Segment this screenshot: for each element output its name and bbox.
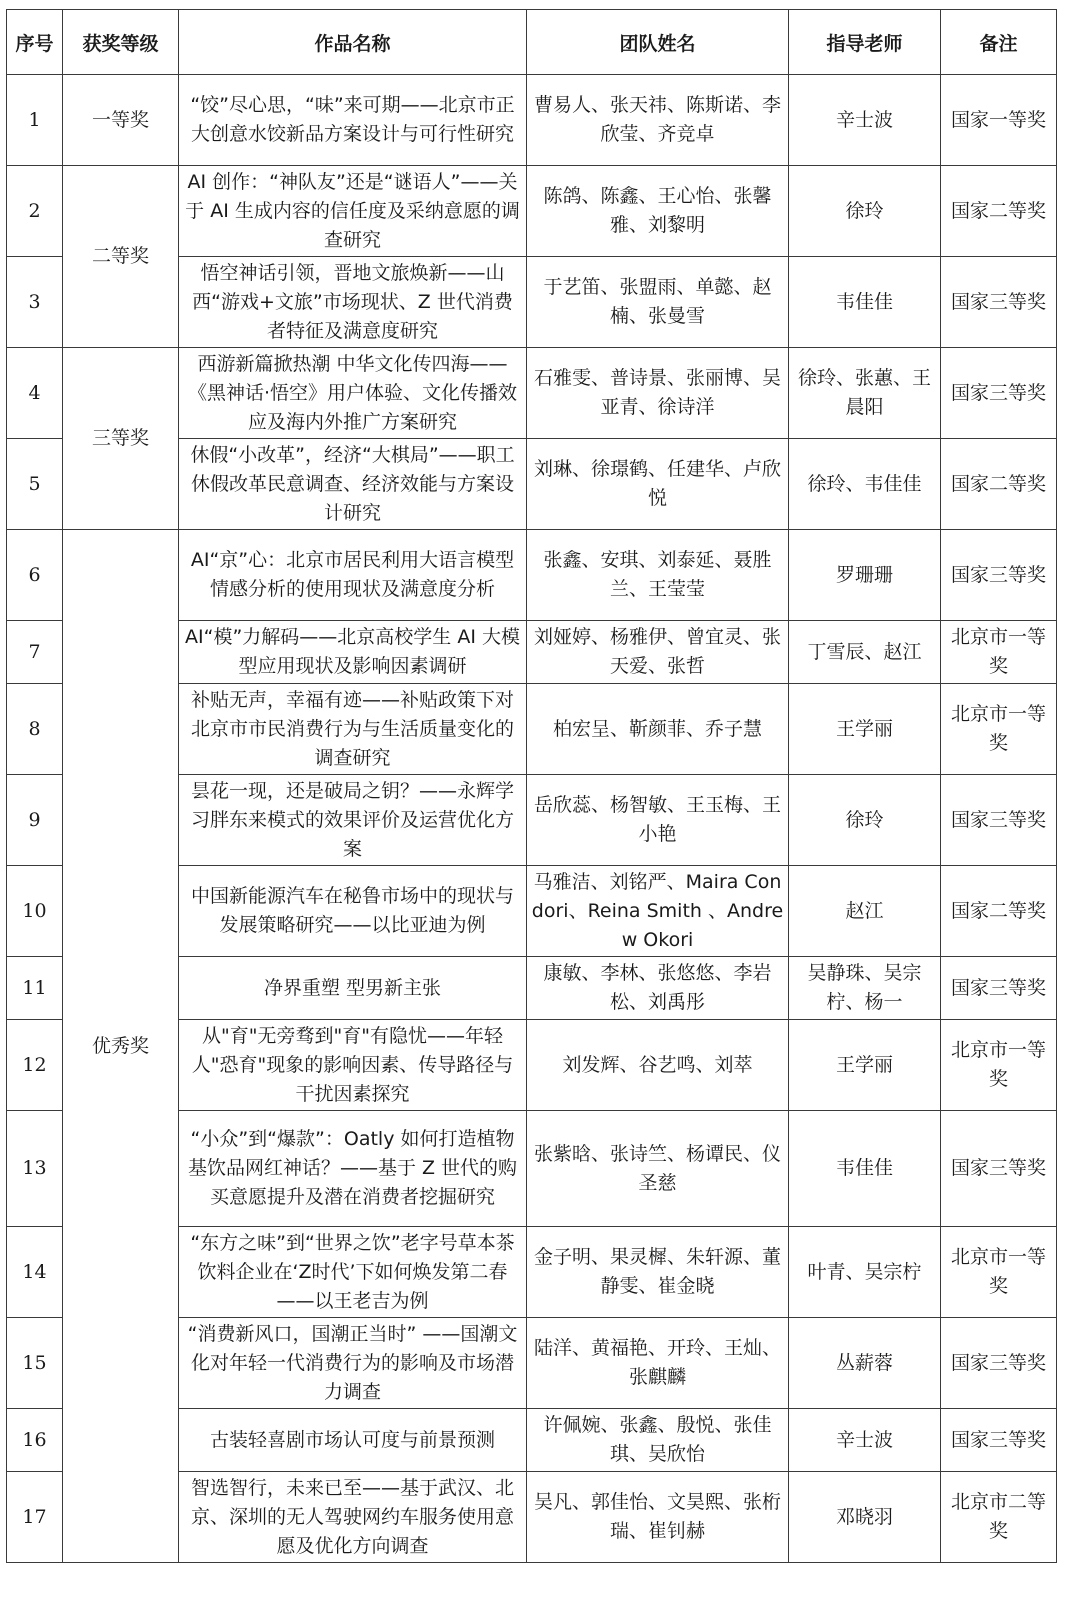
title-cell: 古装轻喜剧市场认可度与前景预测 — [179, 1409, 527, 1472]
team-cell: 康敏、李林、张悠悠、李岩松、刘禹彤 — [527, 957, 789, 1020]
team-cell: 马雅洁、刘铭严、Maira Condori、Reina Smith 、Andrew Okori — [527, 866, 789, 957]
row-no: 1 — [7, 75, 63, 166]
remark-cell: 国家三等奖 — [941, 1318, 1057, 1409]
title-cell: “饺”尽心思，“味”来可期——北京市正大创意水饺新品方案设计与可行性研究 — [179, 75, 527, 166]
header-team: 团队姓名 — [527, 10, 789, 75]
remark-cell: 北京市一等奖 — [941, 684, 1057, 775]
title-cell: 昙花一现，还是破局之钥？——永辉学习胖东来模式的效果评价及运营优化方案 — [179, 775, 527, 866]
remark-cell: 国家二等奖 — [941, 866, 1057, 957]
remark-cell: 北京市一等奖 — [941, 1020, 1057, 1111]
title-cell: 悟空神话引领，晋地文旅焕新——山西“游戏+文旅”市场现状、Z 世代消费者特征及满意度研究 — [179, 257, 527, 348]
teacher-cell: 徐玲、韦佳佳 — [789, 439, 941, 530]
remark-cell: 国家三等奖 — [941, 775, 1057, 866]
row-no: 12 — [7, 1020, 63, 1111]
row-no: 15 — [7, 1318, 63, 1409]
remark-cell: 北京市一等奖 — [941, 1227, 1057, 1318]
title-cell: 智选智行，未来已至——基于武汉、北京、深圳的无人驾驶网约车服务使用意愿及优化方向调查 — [179, 1472, 527, 1563]
remark-cell: 国家三等奖 — [941, 1111, 1057, 1227]
row-no: 9 — [7, 775, 63, 866]
table-row — [7, 75, 1057, 166]
row-no: 7 — [7, 621, 63, 684]
team-cell: 吴凡、郭佳怡、文昊熙、张桁瑞、崔钊赫 — [527, 1472, 789, 1563]
team-cell: 岳欣蕊、杨智敏、王玉梅、王小艳 — [527, 775, 789, 866]
level-cell: 优秀奖 — [63, 530, 179, 1563]
remark-cell: 国家二等奖 — [941, 439, 1057, 530]
team-cell: 刘娅婷、杨雅伊、曾宜灵、张天爱、张哲 — [527, 621, 789, 684]
row-no: 5 — [7, 439, 63, 530]
teacher-cell: 徐玲 — [789, 166, 941, 257]
table-row — [7, 530, 1057, 621]
team-cell: 曹易人、张天祎、陈斯诺、李欣莹、齐竞卓 — [527, 75, 789, 166]
team-cell: 陈鸽、陈鑫、王心怡、张馨雅、刘黎明 — [527, 166, 789, 257]
row-no: 4 — [7, 348, 63, 439]
table-row — [7, 166, 1057, 257]
row-no: 13 — [7, 1111, 63, 1227]
title-cell: 西游新篇掀热潮 中华文化传四海——《黑神话·悟空》用户体验、文化传播效应及海内外推广方案研究 — [179, 348, 527, 439]
remark-cell: 国家二等奖 — [941, 166, 1057, 257]
row-no: 11 — [7, 957, 63, 1020]
teacher-cell: 韦佳佳 — [789, 1111, 941, 1227]
row-no: 3 — [7, 257, 63, 348]
remark-cell: 国家三等奖 — [941, 348, 1057, 439]
row-no: 16 — [7, 1409, 63, 1472]
title-cell: AI“京”心：北京市居民利用大语言模型情感分析的使用现状及满意度分析 — [179, 530, 527, 621]
title-cell: 净界重塑 型男新主张 — [179, 957, 527, 1020]
table-row — [7, 348, 1057, 439]
teacher-cell: 邓晓羽 — [789, 1472, 941, 1563]
teacher-cell: 吴静珠、吴宗柠、杨一 — [789, 957, 941, 1020]
title-cell: 中国新能源汽车在秘鲁市场中的现状与发展策略研究——以比亚迪为例 — [179, 866, 527, 957]
title-cell: 从"育"无旁骛到"育"有隐忧——年轻人"恐育"现象的影响因素、传导路径与干扰因素探究 — [179, 1020, 527, 1111]
header-no: 序号 — [7, 10, 63, 75]
teacher-cell: 罗珊珊 — [789, 530, 941, 621]
teacher-cell: 辛士波 — [789, 75, 941, 166]
teacher-cell: 辛士波 — [789, 1409, 941, 1472]
level-cell: 三等奖 — [63, 348, 179, 530]
header-remark: 备注 — [941, 10, 1057, 75]
header-title: 作品名称 — [179, 10, 527, 75]
title-cell: 休假“小改革”，经济“大棋局”——职工休假改革民意调查、经济效能与方案设计研究 — [179, 439, 527, 530]
title-cell: “东方之味”到“世界之饮”老字号草本茶饮料企业在‘Z时代’下如何焕发第二春——以王老吉为例 — [179, 1227, 527, 1318]
row-no: 8 — [7, 684, 63, 775]
title-cell: AI 创作：“神队友”还是“谜语人”——关于 AI 生成内容的信任度及采纳意愿的调查研究 — [179, 166, 527, 257]
remark-cell: 国家一等奖 — [941, 75, 1057, 166]
row-no: 10 — [7, 866, 63, 957]
remark-cell: 国家三等奖 — [941, 1409, 1057, 1472]
header-row — [7, 10, 1057, 75]
remark-cell: 北京市二等奖 — [941, 1472, 1057, 1563]
row-no: 14 — [7, 1227, 63, 1318]
remark-cell: 国家三等奖 — [941, 957, 1057, 1020]
team-cell: 刘发辉、谷艺鸣、刘萃 — [527, 1020, 789, 1111]
teacher-cell: 赵江 — [789, 866, 941, 957]
teacher-cell: 丛薪蓉 — [789, 1318, 941, 1409]
teacher-cell: 徐玲 — [789, 775, 941, 866]
teacher-cell: 徐玲、张蕙、王晨阳 — [789, 348, 941, 439]
row-no: 17 — [7, 1472, 63, 1563]
title-cell: “小众”到“爆款”：Oatly 如何打造植物基饮品网红神话？——基于 Z 世代的购买意愿提升及潜在消费者挖掘研究 — [179, 1111, 527, 1227]
team-cell: 陆洋、黄福艳、开玲、王灿、张麒麟 — [527, 1318, 789, 1409]
team-cell: 柏宏呈、靳颜菲、乔子慧 — [527, 684, 789, 775]
team-cell: 张紫晗、张诗竺、杨谭民、仪圣慈 — [527, 1111, 789, 1227]
remark-cell: 北京市一等奖 — [941, 621, 1057, 684]
title-cell: AI“模”力解码——北京高校学生 AI 大模型应用现状及影响因素调研 — [179, 621, 527, 684]
teacher-cell: 叶青、吴宗柠 — [789, 1227, 941, 1318]
row-no: 2 — [7, 166, 63, 257]
team-cell: 于艺笛、张盟雨、单懿、赵楠、张曼雪 — [527, 257, 789, 348]
remark-cell: 国家三等奖 — [941, 257, 1057, 348]
header-level: 获奖等级 — [63, 10, 179, 75]
teacher-cell: 韦佳佳 — [789, 257, 941, 348]
team-cell: 许佩婉、张鑫、殷悦、张佳琪、吴欣怡 — [527, 1409, 789, 1472]
team-cell: 金子明、果灵樨、朱轩源、董静雯、崔金晓 — [527, 1227, 789, 1318]
teacher-cell: 丁雪辰、赵江 — [789, 621, 941, 684]
level-cell: 一等奖 — [63, 75, 179, 166]
team-cell: 张鑫、安琪、刘泰延、聂胜兰、王莹莹 — [527, 530, 789, 621]
header-teacher: 指导老师 — [789, 10, 941, 75]
teacher-cell: 王学丽 — [789, 1020, 941, 1111]
remark-cell: 国家三等奖 — [941, 530, 1057, 621]
title-cell: “消费新风口，国潮正当时” ——国潮文化对年轻一代消费行为的影响及市场潜力调查 — [179, 1318, 527, 1409]
row-no: 6 — [7, 530, 63, 621]
title-cell: 补贴无声，幸福有迹——补贴政策下对北京市市民消费行为与生活质量变化的调查研究 — [179, 684, 527, 775]
team-cell: 刘琳、徐璟鹤、任建华、卢欣悦 — [527, 439, 789, 530]
teacher-cell: 王学丽 — [789, 684, 941, 775]
level-cell: 二等奖 — [63, 166, 179, 348]
team-cell: 石雅雯、普诗景、张丽博、吴亚青、徐诗洋 — [527, 348, 789, 439]
awards-table — [6, 9, 1057, 1563]
